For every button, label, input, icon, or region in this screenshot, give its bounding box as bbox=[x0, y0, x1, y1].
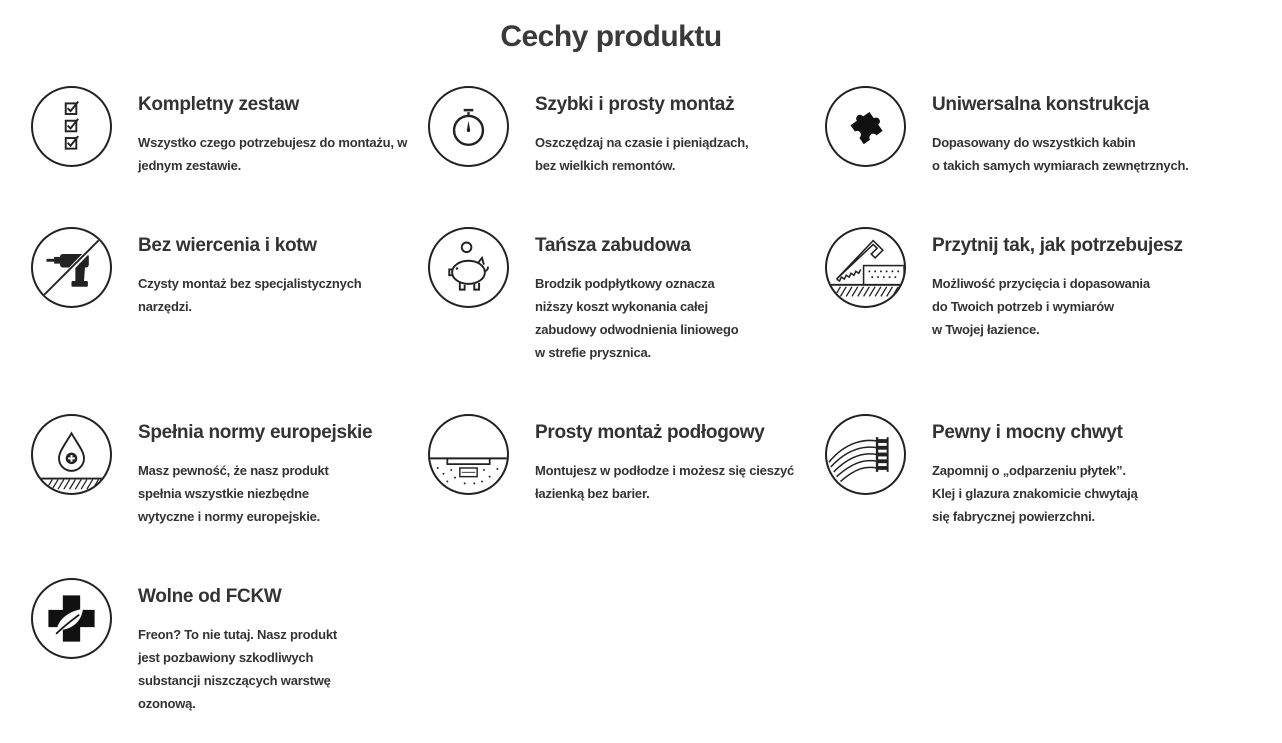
feature-title: Szybki i prosty montaż bbox=[535, 94, 735, 115]
feature-description: Freon? To nie tutaj. Nasz produkt jest pozbawiony szkodliwych substancji niszczących warstwę ozonową. bbox=[138, 627, 337, 711]
eco-cross-icon bbox=[31, 578, 112, 659]
feature-title: Przytnij tak, jak potrzebujesz bbox=[932, 235, 1183, 256]
feature-description: Montujesz w podłodze i możesz się cieszyć łazienką bez barier. bbox=[535, 463, 795, 501]
checklist-icon bbox=[31, 86, 112, 167]
feature-description: Brodzik podpłytkowy oznacza niższy koszt wykonania całej zabudowy odwodnienia liniowego w strefie prysznica. bbox=[535, 276, 739, 360]
feature-description: Wszystko czego potrzebujesz do montażu, w jednym zestawie. bbox=[138, 135, 408, 173]
stopwatch-icon bbox=[428, 86, 509, 167]
feature-title: Bez wiercenia i kotw bbox=[138, 235, 317, 256]
no-drill-icon bbox=[31, 227, 112, 308]
page-title: Cechy produktu bbox=[500, 20, 722, 53]
piggy-bank-icon bbox=[428, 227, 509, 308]
feature-description: Masz pewność, że nasz produkt spełnia wszystkie niezbędne wytyczne i normy europejskie. bbox=[138, 463, 329, 524]
feature-title: Uniwersalna konstrukcja bbox=[932, 94, 1149, 115]
grip-icon bbox=[825, 414, 906, 495]
feature-title: Prosty montaż podłogowy bbox=[535, 422, 765, 443]
saw-icon bbox=[825, 227, 906, 308]
feature-description: Dopasowany do wszystkich kabin o takich samych wymiarach zewnętrznych. bbox=[932, 135, 1189, 173]
feature-description: Możliwość przycięcia i dopasowania do Twoich potrzeb i wymiarów w Twojej łazience. bbox=[932, 276, 1150, 337]
feature-description: Oszczędzaj na czasie i pieniądzach, bez wielkich remontów. bbox=[535, 135, 749, 173]
feature-description: Zapomnij o „odparzeniu płytek”. Klej i glazura znakomicie chwytają się fabrycznej powierzchni. bbox=[932, 463, 1138, 524]
feature-title: Tańsza zabudowa bbox=[535, 235, 691, 256]
floor-mount-icon bbox=[428, 414, 509, 495]
feature-title: Pewny i mocny chwyt bbox=[932, 422, 1123, 443]
puzzle-icon bbox=[825, 86, 906, 167]
feature-title: Kompletny zestaw bbox=[138, 94, 299, 115]
feature-description: Czysty montaż bez specjalistycznych narzędzi. bbox=[138, 276, 362, 314]
feature-title: Spełnia normy europejskie bbox=[138, 422, 373, 443]
water-drop-icon bbox=[31, 414, 112, 495]
feature-title: Wolne od FCKW bbox=[138, 586, 282, 607]
